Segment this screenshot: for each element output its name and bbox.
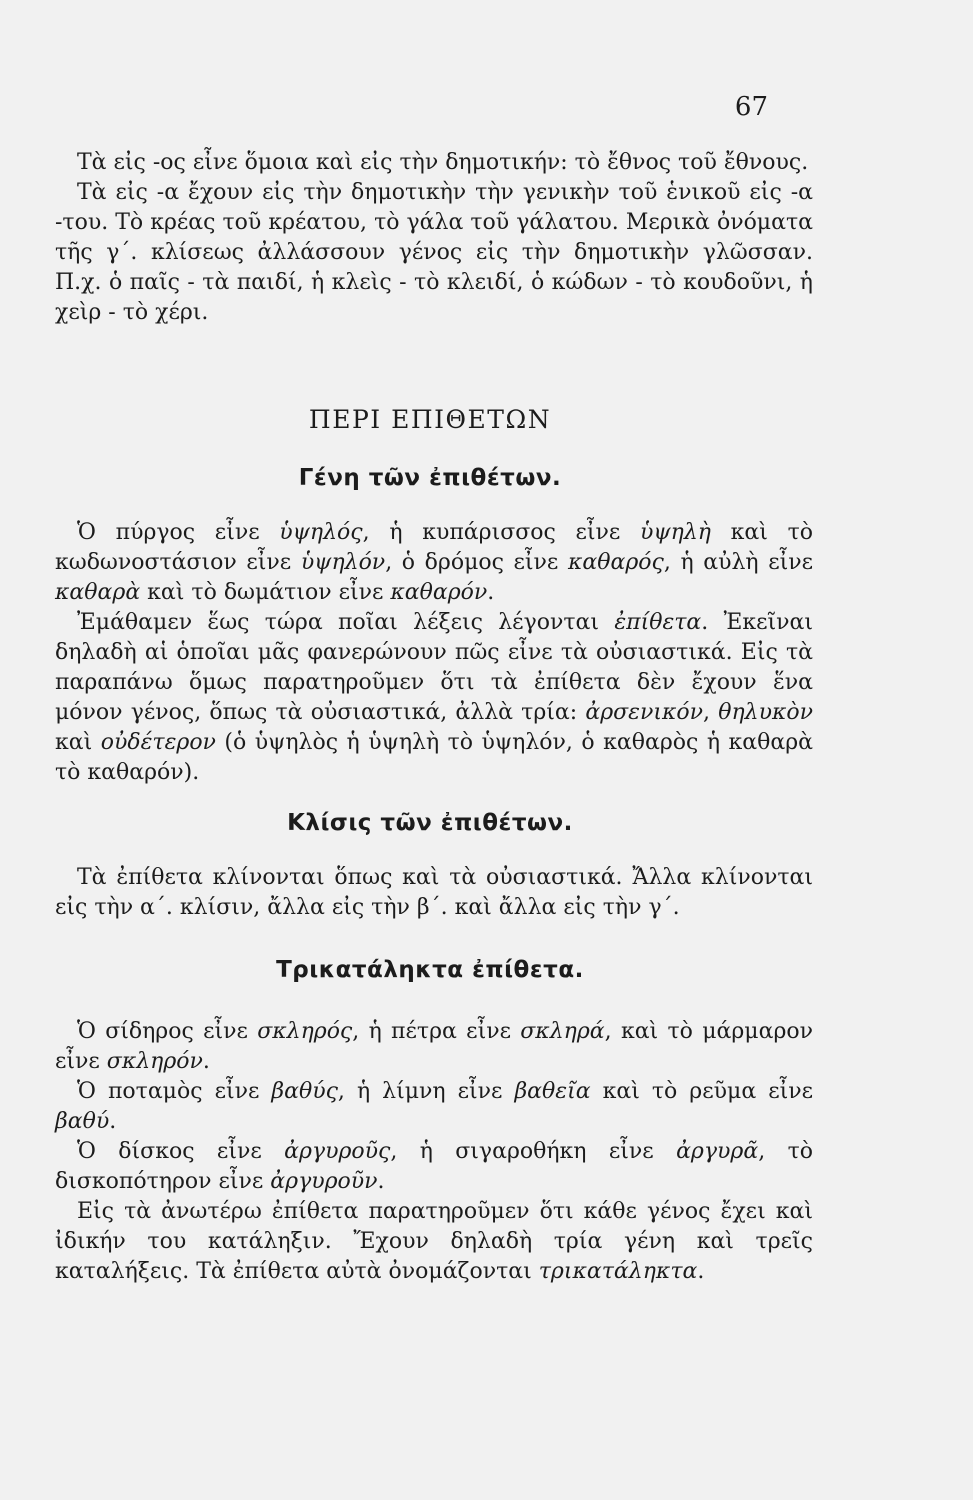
italic-term: βαθύ — [55, 1109, 110, 1134]
italic-term: θηλυκὸν — [718, 700, 813, 725]
text-run: καὶ — [55, 730, 101, 755]
italic-term: βαθεῖα — [514, 1079, 591, 1104]
text-run: , ἡ πέτρα εἶνε — [352, 1019, 521, 1044]
italic-term: σκληρός — [257, 1019, 353, 1044]
text-run: Ὁ πύργος εἶνε — [77, 520, 280, 545]
text-run: . — [109, 1109, 117, 1134]
text-run: , — [703, 700, 719, 725]
text-run: καὶ τὸ δωμάτιον εἶνε — [140, 580, 391, 605]
italic-term: οὐδέτερον — [100, 730, 216, 755]
text-run: , ὁ δρόμος εἶνε — [385, 550, 568, 575]
text-run: , ἡ σιγαροθήκη εἶνε — [390, 1139, 677, 1164]
text-run: Ἐμάθαμεν ἕως τώρα ποῖαι λέξεις λέγονται — [77, 610, 615, 635]
italic-term: καθαρόν — [390, 580, 488, 605]
page-number: 67 — [734, 92, 768, 122]
section-heading-three-ending: Τρικατάληκτα ἐπίθετα. — [276, 957, 584, 983]
paragraph — [55, 1077, 813, 1137]
italic-term: σκληρά — [520, 1019, 605, 1044]
paragraph: Τὰ εἰς -α ἔχουν εἰς τὴν δημοτικὴν τὴν γενικὴν τοῦ ἑνικοῦ εἰς -α -του. Τὸ κρέας τοῦ κρέατου, τὸ γάλα τοῦ γάλατου. Μερικὰ ὀνόματα τῆς γ΄. κλίσεως ἀλλάσσουν γένος εἰς τὴν δημοτικὴν γλῶσσαν. Π.χ. ὁ παῖς - τὰ παιδί, ἡ κλεὶς - τὸ κλειδί, ὁ κώδων - τὸ κουδοῦνι, ἡ χεὶρ - τὸ χέρι. — [55, 180, 813, 325]
italic-term: καθαρὰ — [55, 580, 141, 605]
text-run: , ἡ αὐλὴ εἶνε — [663, 550, 813, 575]
text-run: Ὁ δίσκος εἶνε — [77, 1139, 285, 1164]
paragraph — [55, 1137, 813, 1197]
text-run: καὶ τὸ ρεῦμα εἶνε — [590, 1079, 813, 1104]
text-run: , ἡ κυπάρισσος εἶνε — [362, 520, 641, 545]
text-run: καὶ τὸ κωδωνοστάσιον εἶνε — [55, 520, 814, 575]
text-run: Ὁ σίδηρος εἶνε — [77, 1019, 258, 1044]
italic-term: τρικατάληκτα — [538, 1259, 698, 1284]
paragraph — [55, 1197, 813, 1287]
genders-section — [55, 518, 813, 788]
text-run: . — [487, 580, 495, 605]
intro-section — [55, 148, 813, 328]
text-run: . — [377, 1169, 385, 1194]
section-heading-declension: Κλίσις τῶν ἐπιθέτων. — [287, 810, 573, 836]
section-heading-genders: Γένη τῶν ἐπιθέτων. — [298, 465, 562, 491]
text-run: (ὁ ὑψηλὸς ἡ ὑψηλὴ τὸ ὑψηλόν, ὁ καθαρὸς ἡ καθαρὰ τὸ καθαρόν). — [55, 730, 813, 785]
text-run: . Ἐκεῖναι δηλαδὴ αἱ ὁποῖαι μᾶς φανερώνουν πῶς εἶνε τὰ οὐσιαστικά. Εἰς τὰ παραπάνω ὅμως παρατηροῦμεν ὅτι τὰ ἐπίθετα δὲν ἔχουν ἕνα μόνον γένος, ὅπως τὰ οὐσιαστικά, ἀλλὰ τρία: — [55, 610, 813, 725]
italic-term: ὑψηλός — [279, 520, 363, 545]
paragraph — [55, 518, 813, 608]
text-run: , τὸ δισκοπότηρον εἶνε — [55, 1139, 813, 1194]
text-run: Εἰς τὰ ἀνωτέρω ἐπίθετα παρατηροῦμεν ὅτι κάθε γένος ἔχει καὶ ἰδικήν του κατάληξιν. Ἔχουν δηλαδὴ τρία γένη καὶ τρεῖς καταλήξεις. Τὰ ἐπίθετα αὐτὰ ὀνομάζονται — [55, 1199, 813, 1284]
italic-term: ἀργυρᾶ — [676, 1139, 759, 1164]
paragraph: Τὰ ἐπίθετα κλίνονται ὅπως καὶ τὰ οὐσιαστικά. Ἄλλα κλίνονται εἰς τὴν α΄. κλίσιν, ἄλλα εἰς τὴν β΄. καὶ ἄλλα εἰς τὴν γ΄. — [55, 865, 813, 920]
italic-term: ὑψηλὴ — [640, 520, 711, 545]
italic-term: ἀργυροῦς — [284, 1139, 391, 1164]
text-run: , καὶ τὸ μάρμαρον εἶνε — [55, 1019, 813, 1074]
declension-section — [55, 863, 813, 923]
italic-term: ἀργυροῦν — [270, 1169, 378, 1194]
italic-term: ὑψηλόν — [300, 550, 386, 575]
italic-term: ἀρσενικόν — [585, 700, 704, 725]
text-run: . — [202, 1049, 210, 1074]
italic-term: σκληρόν — [106, 1049, 203, 1074]
three-ending-section — [55, 1017, 813, 1287]
paragraph: Τὰ εἰς -ος εἶνε ὅμοια καὶ εἰς τὴν δημοτικήν: τὸ ἔθνος τοῦ ἔθνους. — [77, 150, 809, 175]
paragraph — [55, 608, 813, 788]
italic-term: ἐπίθετα — [614, 610, 702, 635]
italic-term: βαθύς — [271, 1079, 338, 1104]
italic-term: καθαρός — [567, 550, 664, 575]
text-run: Ὁ ποταμὸς εἶνε — [77, 1079, 272, 1104]
paragraph — [55, 1017, 813, 1077]
text-run: . — [697, 1259, 705, 1284]
chapter-heading: ΠΕΡΙ ΕΠΙΘΕΤΩΝ — [308, 405, 552, 434]
text-run: , ἡ λίμνη εἶνε — [337, 1079, 515, 1104]
